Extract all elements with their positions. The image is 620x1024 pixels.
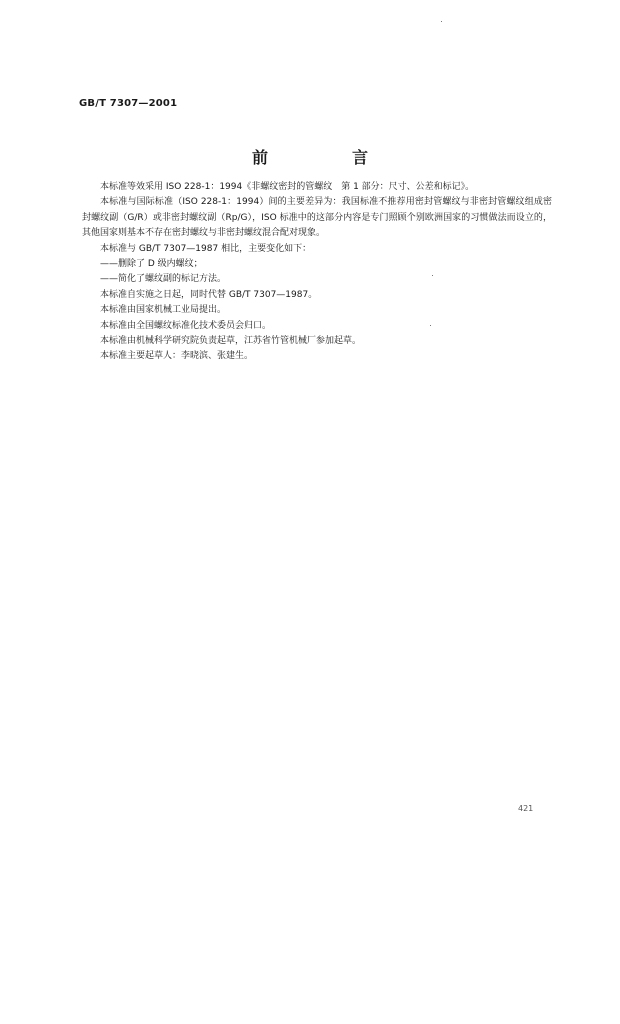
scan-speck <box>441 21 442 22</box>
paragraph-proposer: 本标准由国家机械工业局提出。 <box>100 305 227 316</box>
standard-code: GB/T 7307—2001 <box>79 98 178 109</box>
paragraph-replacement: 本标准自实施之日起，同时代替 GB/T 7307—1987。 <box>100 289 318 300</box>
scan-speck <box>430 325 431 326</box>
paragraph-committee: 本标准由全国螺纹标准化技术委员会归口。 <box>100 320 272 331</box>
paragraph-drafters: 本标准主要起草人：李晓滨、张建生。 <box>100 351 254 362</box>
list-item-change: ——删除了 D 级内螺纹； <box>100 259 203 270</box>
paragraph-changes-intro: 本标准与 GB/T 7307—1987 相比，主要变化如下： <box>100 243 312 254</box>
page-number: 421 <box>518 804 534 813</box>
list-item-change: ——简化了螺纹副的标记方法。 <box>100 274 227 285</box>
paragraph-differences: 本标准与国际标准（ISO 228-1：1994）间的主要差异为：我国标准不推荐用密封管螺纹与非密封管螺纹组成密封螺纹副（G/R）或非密封螺纹副（Rp/G），ISO 标准中的这部分内容是专门照顾个别欧洲国家的习惯做法而设立的，其他国家则基本不存在密封螺纹与非密封螺纹混合配对现象。 <box>82 197 552 239</box>
page-title: 前 言 <box>251 148 402 167</box>
paragraph-equivalence: 本标准等效采用 ISO 228-1：1994《非螺纹密封的管螺纹 第 1 部分：尺寸、公差和标记》。 <box>100 182 475 192</box>
scan-speck <box>432 275 433 276</box>
foreword-body <box>82 180 552 365</box>
paragraph-drafting-units: 本标准由机械科学研究院负责起草，江苏省竹管机械厂参加起草。 <box>100 336 362 347</box>
